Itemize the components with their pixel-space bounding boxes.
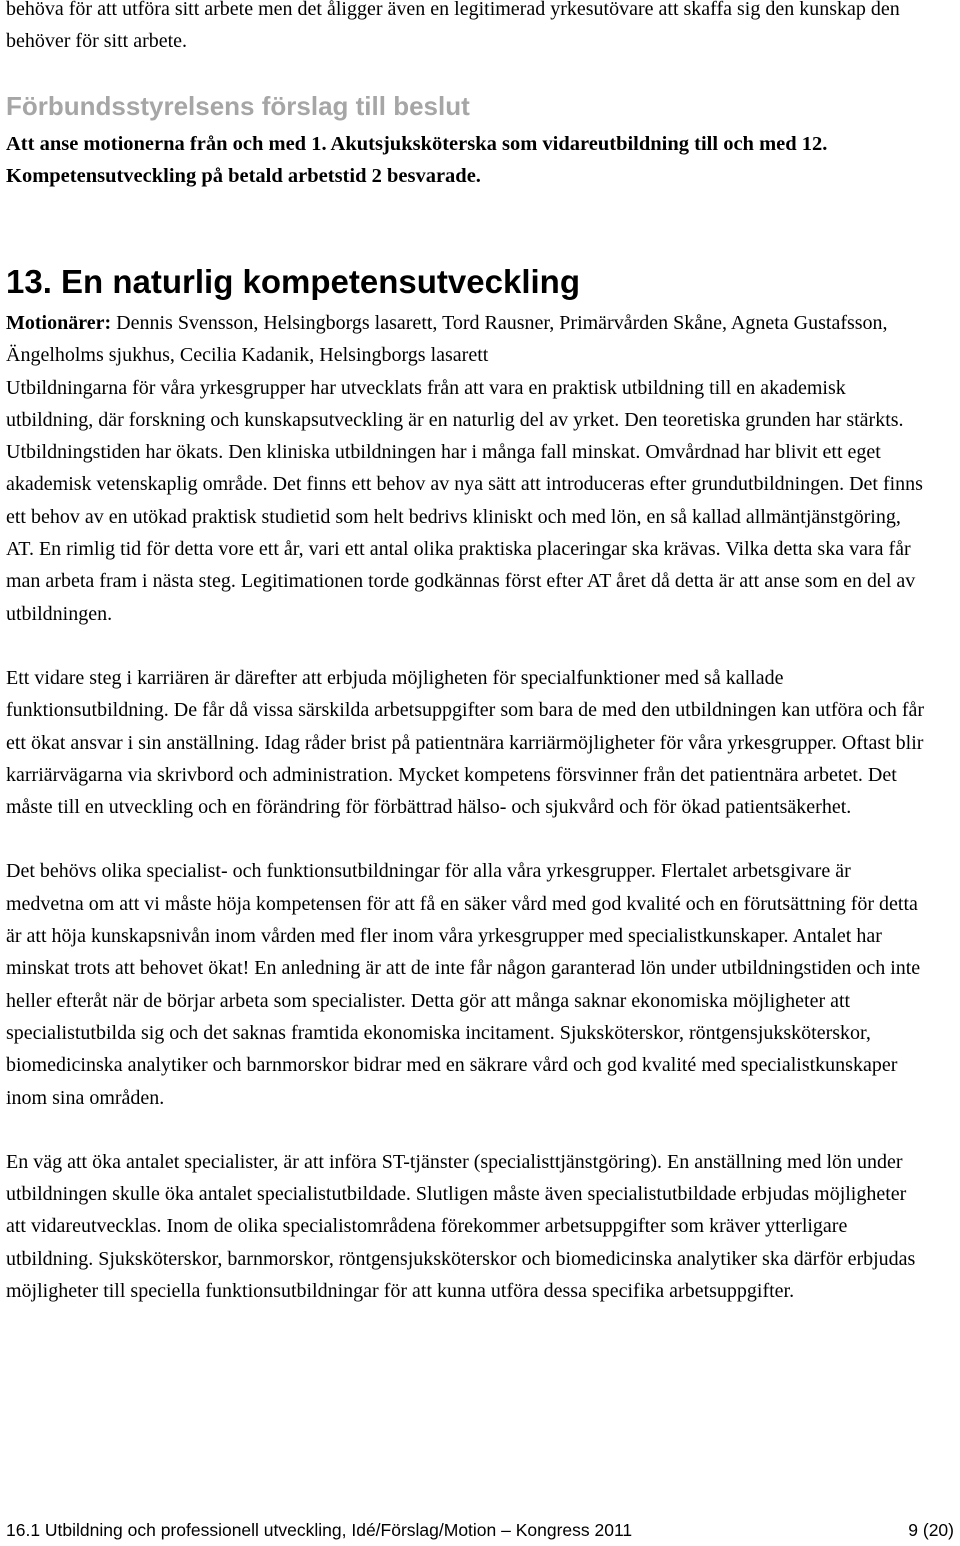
motion-body [6, 307, 930, 1307]
intro-paragraph: behöva för att utföra sitt arbete men det åligger även en legitimerad yrkesutövare att skaffa sig den kunskap den behöver för sitt arbete. [6, 0, 900, 52]
board-proposal-heading: Förbundsstyrelsens förslag till beslut [6, 91, 470, 121]
motion-paragraph: Det behövs olika specialist- och funktionsutbildningar för alla våra yrkesgrupper. Flertalet arbetsgivare är medvetna om att vi måste höja kompetensen för att få en säker vård med god kvalité och en förutsättning för detta är att höja kunskapsnivån inom vården med fler inom våra yrkesgrupper med specialistkunskaper. Antalet har minskat trots att behovet ökat! En anledning är att de inte får någon garanterad lön under utbildningstiden och inte heller efteråt när de börjar arbeta som specialister. Detta gör att många saknar ekonomiska möjligheter att specialistutbilda sig och det saknas framtida ekonomiska incitament. Sjuksköterskor, röntgensjuksköterskor, biomedicinska analytiker och barnmorskor bidrar med en säkrare vård och god kvalité med specialistkunskaper inom sina områden. [6, 860, 921, 1109]
footer-document-title: 16.1 Utbildning och professionell utveckling, Idé/Förslag/Motion – Kongress 2011 [6, 1520, 633, 1540]
motion-paragraph: Utbildningarna för våra yrkesgrupper har utvecklats från att vara en praktisk utbildning till en akademisk utbildning, där forskning och kunskapsutveckling är en naturlig del av yrket. Den teoretiska grunden har stärkts. Utbildningstiden har ökats. Den kliniska utbildningen har i många fall minskat. Omvårdnad har blivit ett eget akademisk vetenskaplig område. Det finns ett behov av nya sätt att introduceras efter grundutbildningen. Det finns ett behov av en utökad praktisk studietid som helt bedrivs kliniskt och med lön, en så kallad allmäntjänstgöring, AT. En rimlig tid för detta vore ett år, vari ett antal olika praktiska placeringar ska krävas. Vilka detta ska vara får man arbeta fram i nästa steg. Legitimationen torde godkännas först efter AT året då detta är att anse som en del av utbildningen. [6, 376, 923, 625]
motion-title: 13. En naturlig kompetensutveckling [6, 263, 580, 300]
page-number: 9 (20) [908, 1520, 954, 1540]
page-footer [6, 1518, 954, 1542]
motionars-label: Motionärer: [6, 312, 112, 334]
motionars-names: Dennis Svensson, Helsingborgs lasarett, Tord Rausner, Primärvården Skåne, Agneta Gustafsson, Ängelholms sjukhus, Cecilia Kadanik, Helsingborgs lasarett [6, 312, 888, 367]
motion-paragraph: En väg att öka antalet specialister, är att införa ST-tjänster (specialisttjänstgöring). En anställning med lön under utbildningen skulle öka antalet specialistutbildade. Slutligen måste även specialistutbildade erbjudas möjligheter att vidareutvecklas. Inom de olika specialistområdena förekommer arbetsuppgifter som kräver ytterligare utbildning. Sjuksköterskor, barnmorskor, röntgensjuksköterskor och biomedicinska analytiker ska därför erbjudas möjligheter till speciella funktionsutbildningar för att kunna utföra dessa specifika arbetsuppgifter. [6, 1150, 916, 1303]
motionars-line [6, 307, 930, 372]
motion-paragraph: Ett vidare steg i karriären är därefter att erbjuda möjligheten för specialfunktioner med så kallade funktionsutbildning. De får då vissa särskilda arbetsuppgifter som bara de med den utbildningen kan utföra och får ett ökat ansvar i sin anställning. Idag råder brist på patientnära karriärmöjligheter för våra yrkesgrupper. Oftast blir karriärvägarna via skrivbord och administration. Mycket kompetens försvinner från det patientnära arbetet. Det måste till en utveckling och en förändring för förbättrad hälso- och sjukvård och för ökad patientsäkerhet. [6, 666, 925, 819]
board-decision-text: Att anse motionerna från och med 1. Akutsjuksköterska som vidareutbildning till och med 12. Kompetensutveckling på betald arbetstid 2 besvarade. [6, 133, 828, 187]
